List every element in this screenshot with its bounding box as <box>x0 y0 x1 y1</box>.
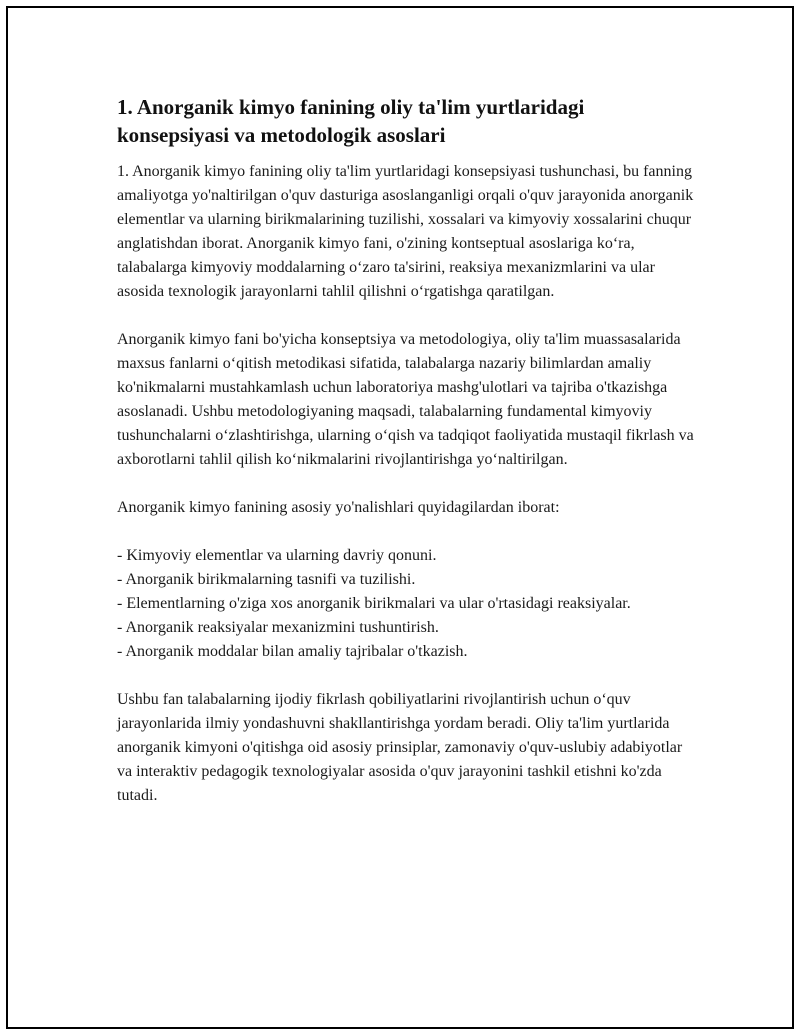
list-item: - Anorganik birikmalarning tasnifi va tuzilishi. <box>117 571 416 588</box>
paragraph-directions-intro: Anorganik kimyo fanining asosiy yo'nalishlari quyidagilardan iborat: <box>117 499 560 516</box>
paragraph-closing: Ushbu fan talabalarning ijodiy fikrlash qobiliyatlarini rivojlantirish uchun o‘quv jarayonlarida ilmiy yondashuvni shakllantirishga yordam beradi. Oliy ta'lim yurtlarida anorganik kimyoni o'qitishga oid asosiy prinsiplar, zamonaviy o'quv-uslubiy adabiyotlar va interaktiv pedagogik texnologiyalar asosida o'quv jarayonini tashkil etishni ko'zda tutadi. <box>117 691 683 804</box>
document-title: 1. Anorganik kimyo fanining oliy ta'lim yurtlaridagi konsepsiyasi va metodologik asoslari <box>117 95 585 147</box>
list-item: - Anorganik moddalar bilan amaliy tajribalar o'tkazish. <box>117 643 468 660</box>
paragraph-methodology: Anorganik kimyo fani bo'yicha konseptsiya va metodologiya, oliy ta'lim muassasalarida maxsus fanlarni o‘qitish metodikasi sifatida, talabalarga nazariy bilimlardan amaliy ko'nikmalarni mustahkamlash uchun laboratoriya mashg'ulotlari va tajriba o'tkazishga asoslanadi. Ushbu metodologiyaning maqsadi, talabalarning fundamental kimyoviy tushunchalarni o‘zlashtirishga, ularning o‘qish va tadqiqot faoliyatida mustaqil fikrlash va axborotlarni tahlil qilish ko‘nikmalarini rivojlantirishga yo‘naltirilgan. <box>117 331 694 468</box>
list-item: - Kimyoviy elementlar va ularning davriy qonuni. <box>117 547 437 564</box>
list-item: - Elementlarning o'ziga xos anorganik birikmalari va ular o'rtasidagi reaksiyalar. <box>117 595 631 612</box>
document-body <box>117 93 697 808</box>
paragraph-concept: 1. Anorganik kimyo fanining oliy ta'lim yurtlaridagi konsepsiyasi tushunchasi, bu fanning amaliyotga yo'naltirilgan o'quv dasturiga asoslanganligi orqali o'quv jarayonida anorganik elementlar va ularning birikmalarining tuzilishi, xossalari va kimyoviy xossalarini chuqur anglatishdan iborat. Anorganik kimyo fani, o'zining kontseptual asoslariga ko‘ra, talabalarga kimyoviy moddalarning o‘zaro ta'sirini, reaksiya mexanizmlarini va ular asosida texnologik jarayonlarni tahlil qilishni o‘rgatishga qaratilgan. <box>117 163 694 300</box>
list-item: - Anorganik reaksiyalar mexanizmini tushuntirish. <box>117 619 439 636</box>
directions-list <box>117 544 697 664</box>
